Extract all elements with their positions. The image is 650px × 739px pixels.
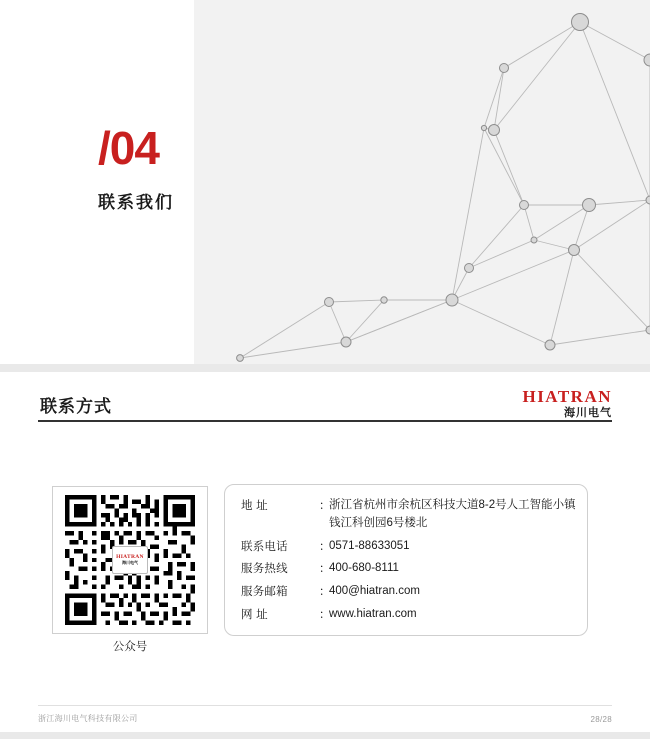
contact-colon: ： — [319, 563, 331, 576]
contact-value: 400@hiatran.com — [329, 585, 420, 598]
qr-logo-name: HIATRAN — [116, 553, 144, 560]
slide-section-divider — [0, 0, 650, 364]
contact-label: 服务热线 — [241, 563, 288, 576]
qr-caption: 公众号 — [112, 641, 148, 653]
footer-page-number: 28/28 — [590, 715, 612, 724]
qr-code-panel — [52, 486, 208, 634]
network-graphic-panel — [194, 0, 650, 364]
network-node-graphic — [194, 0, 650, 364]
footer-company: 浙江海川电气科技有限公司 — [38, 714, 138, 723]
contact-row-phone — [241, 538, 577, 556]
contact-value: 400-680-8111 — [329, 562, 399, 575]
contact-label: 联系电话 — [241, 540, 288, 553]
contact-row-hotline — [241, 560, 577, 578]
contact-row-address — [241, 497, 577, 533]
contact-colon: ： — [319, 540, 331, 553]
qr-logo-sub: 海川电气 — [122, 560, 138, 566]
contact-info-rows — [241, 497, 577, 629]
contact-row-email — [241, 583, 577, 601]
contact-label: 网 址 — [241, 609, 268, 622]
qr-center-logo — [112, 546, 148, 574]
slide-contact — [0, 372, 650, 732]
contact-label: 服务邮箱 — [241, 586, 288, 599]
contact-colon: ： — [319, 500, 331, 512]
contact-info-card — [224, 484, 588, 636]
contact-label: 地 址 — [241, 500, 268, 512]
contact-colon: ： — [319, 609, 331, 622]
brand-subtitle: 海川电气 — [564, 407, 612, 419]
title-divider — [38, 420, 612, 422]
brand-logo — [522, 388, 612, 419]
contact-value: 0571-88633051 — [329, 539, 410, 552]
contact-value-line1: 浙江省杭州市余杭区科技大道8-2号人工智能小镇 — [329, 499, 576, 511]
qr-code-image — [65, 495, 195, 625]
contact-value: www.hiatran.com — [329, 608, 417, 621]
contact-colon: ： — [319, 586, 331, 599]
contact-value-line2: 钱江科创园6号楼北 — [329, 516, 428, 529]
page-title: 联系方式 — [40, 397, 112, 416]
section-title: 联系我们 — [98, 193, 174, 212]
divider-left-panel — [0, 0, 194, 364]
footer-divider — [38, 705, 612, 706]
contact-value — [329, 497, 576, 533]
section-number: /04 — [98, 122, 159, 174]
brand-name: HIATRAN — [522, 387, 612, 406]
contact-row-website — [241, 606, 577, 624]
